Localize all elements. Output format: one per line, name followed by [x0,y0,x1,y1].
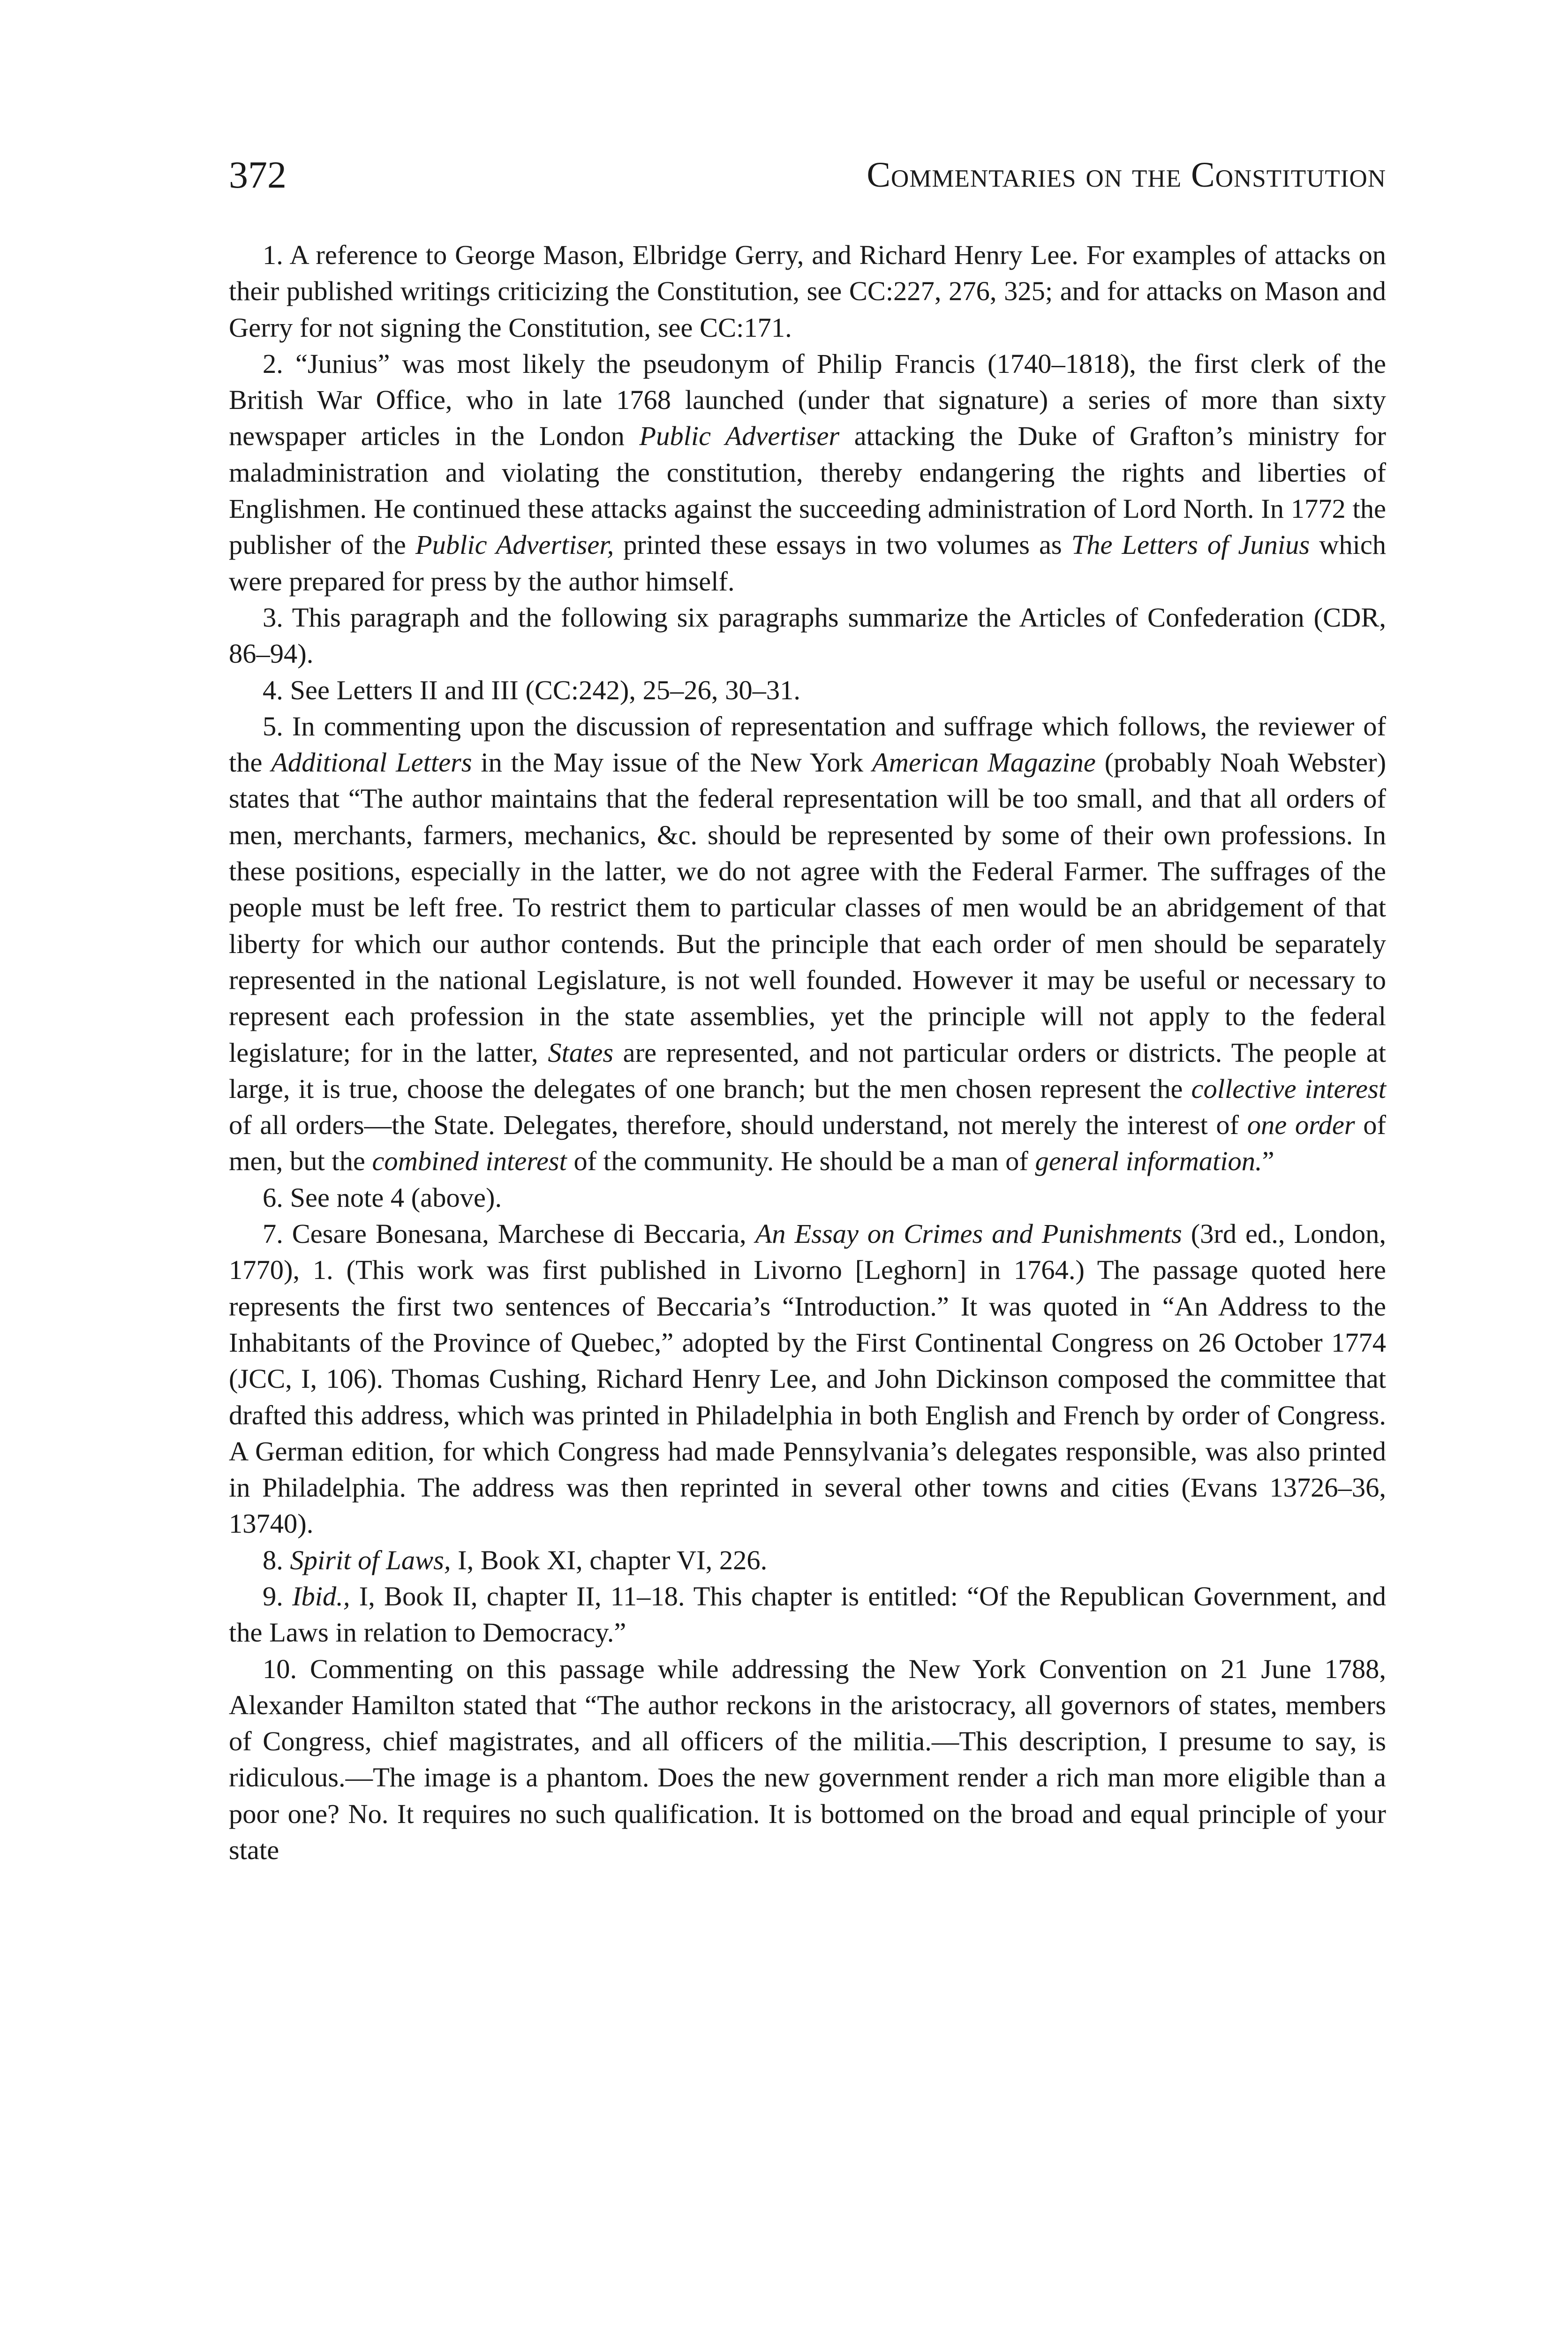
italic-title: Public Advertiser [639,421,840,452]
italic-emphasis: States [548,1037,614,1068]
endnotes [229,237,1386,1868]
note-6 [229,1180,1386,1216]
note-text: of all orders—the State. Delegates, therefore, should understand, not merely the interest of [229,1110,1239,1141]
note-text: attacking the Duke of Grafton’s ministry for maladministration and violating the constitution, thereby endangering the rights and liberties of Englishmen. He continued these attacks against the succeeding administration of Lord North. In 1772 the publisher of the [229,421,1387,560]
italic-title: An Essay on Crimes and Punishments [755,1218,1182,1249]
note-text: of men, but the [229,1110,1387,1177]
note-number: 6. [263,1182,283,1213]
note-text: in the May issue of the New York [481,747,864,778]
italic-emphasis: general information. [1035,1146,1262,1177]
note-text: A reference to George Mason, Elbridge Gerry, and Richard Henry Lee. For examples of attacks on their published writings criticizing the Constitution, see CC:227, 276, 325; and for attacks on Mason and Gerry for not signing the Constitution, see CC:171. [229,240,1386,343]
note-text: (3rd ed., London, 1770), 1. (This work was first published in Livorno [Leghorn] in 1764.) The passage quoted here represents the first two sentences of Beccaria’s “Introduction.” It was quoted in “An Address to the Inhabitants of the Province of Quebec,” adopted by the First Continental Congress on 26 October 1774 (JCC, I, 106). Thomas Cushing, Richard Henry Lee, and John Dickinson composed the committee that drafted this address, which was printed in Philadelphia in both English and French by order of Congress. A German edition, for which Congress had made Pennsylvania’s delegates responsible, was also printed in Philadelphia. The address was then reprinted in several other towns and cities (Evans 13726–36, 13740). [229,1218,1387,1539]
note-number: 10. [263,1653,297,1684]
note-7 [229,1216,1386,1542]
note-text: printed these essays in two volumes as [623,530,1062,560]
italic-title: The Letters of Junius [1071,530,1310,560]
note-text: I, Book XI, chapter VI, 226. [458,1544,768,1575]
italic-title: Additional Letters [271,747,472,778]
note-text: which were prepared for press by the author himself. [229,530,1387,597]
note-text: In commenting upon the discussion of representation and suffrage which follows, the reviewer of the [229,711,1387,778]
note-number: 7. [263,1218,283,1249]
note-5 [229,708,1386,1180]
italic-title: Spirit of Laws, [290,1544,451,1575]
note-number: 5. [263,711,283,741]
note-text: Commenting on this passage while addressing the New York Convention on 21 June 1788, Alexander Hamilton stated that “The author reckons in the aristocracy, all governors of states, members of Congress, chief magistrates, and all officers of the militia.—This description, I presume to say, is ridiculous.—The image is a phantom. Does the new government render a rich man more eligible than a poor one? No. It requires no such qualification. It is bottomed on the broad and equal principle of your state [229,1653,1386,1866]
note-text: (probably Noah Webster) states that “The author maintains that the federal representation will be too small, and that all orders of men, merchants, farmers, mechanics, &c. should be represented by some of their own professions. In these positions, especially in the latter, we do not agree with the Federal Farmer. The suffrages of the people must be left free. To restrict them to particular classes of men would be an abridgement of that liberty for which our author contends. But the principle that each order of men should be separately represented in the national Legislature, is not well founded. However it may be useful or necessary to represent each profession in the state assemblies, yet the principle will not apply to the federal legislature; for in the latter, [229,747,1387,1068]
italic-title: American Magazine [872,747,1096,778]
note-number: 1. [263,240,283,270]
note-2 [229,346,1386,599]
note-3 [229,599,1386,672]
note-text: are represented, and not particular orders or districts. The people at large, it is true, choose the delegates of one branch; but the men chosen represent the [229,1037,1387,1104]
note-9 [229,1578,1386,1651]
note-10 [229,1651,1386,1868]
note-number: 8. [263,1544,283,1575]
note-1 [229,237,1386,346]
note-text: See note 4 (above). [290,1182,502,1213]
italic-abbrev: Ibid., [292,1581,350,1611]
page-number: 372 [229,153,286,196]
italic-emphasis: collective interest [1191,1073,1386,1104]
italic-title: Public Advertiser, [415,530,614,560]
italic-emphasis: one order [1247,1110,1355,1141]
note-4 [229,672,1386,708]
note-text: “Junius” was most likely the pseudonym of Philip Francis (1740–1818), the first clerk of the British War Office, who in late 1768 launched (under that signature) a series of more than sixty newspaper articles in the London [229,348,1386,452]
note-number: 3. [263,602,283,633]
italic-emphasis: combined interest [372,1146,567,1177]
note-text: of the community. He should be a man of [573,1146,1028,1177]
note-text: ” [1262,1146,1274,1177]
note-text: Cesare Bonesana, Marchese di Beccaria, [292,1218,746,1249]
note-number: 4. [263,674,283,705]
note-number: 2. [263,348,283,379]
note-text: This paragraph and the following six paragraphs summarize the Articles of Confederation (CDR, 86–94). [229,602,1386,669]
note-text: I, Book II, chapter II, 11–18. This chapter is entitled: “Of the Republican Government, and the Laws in relation to Democracy.” [229,1581,1387,1648]
note-text: See Letters II and III (CC:242), 25–26, 30–31. [290,674,801,705]
running-title: Commentaries on the Constitution [867,155,1386,195]
note-number: 9. [263,1581,283,1611]
running-head [229,149,1386,201]
note-8 [229,1542,1386,1578]
